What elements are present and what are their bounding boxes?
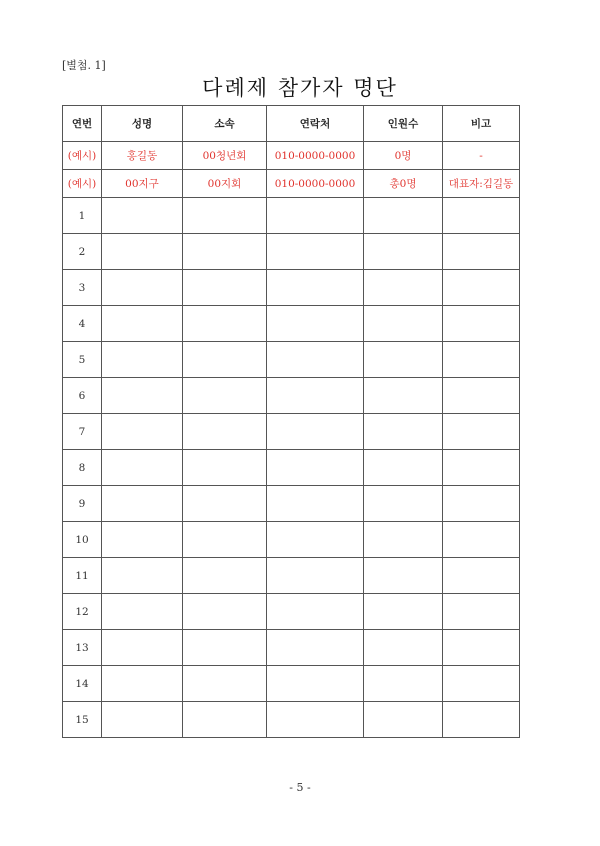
table-row: [63, 342, 520, 378]
cell-number: 7: [63, 414, 102, 450]
cell-affiliation: [183, 378, 267, 414]
page-title: 다례제 참가자 명단: [202, 76, 398, 100]
table-row: [63, 270, 520, 306]
cell-contact: [267, 594, 364, 630]
cell-name: [102, 306, 183, 342]
cell-number: 2: [63, 234, 102, 270]
column-header-contact: 연락처: [267, 106, 364, 142]
cell-number: 10: [63, 522, 102, 558]
table-row: [63, 450, 520, 486]
cell-remarks: [443, 450, 520, 486]
cell-number: 14: [63, 666, 102, 702]
cell-name: [102, 414, 183, 450]
cell-headcount: [364, 630, 443, 666]
cell-headcount: [364, 450, 443, 486]
example-cell-number: (예시): [63, 170, 102, 198]
table-row: [63, 522, 520, 558]
cell-headcount: [364, 666, 443, 702]
cell-remarks: [443, 198, 520, 234]
table-row: [63, 702, 520, 738]
table-row: [63, 378, 520, 414]
example-cell-headcount: 0명: [364, 142, 443, 170]
table-row: [63, 234, 520, 270]
table-row: [63, 306, 520, 342]
cell-name: [102, 234, 183, 270]
column-header-number: 연번: [63, 106, 102, 142]
cell-contact: [267, 558, 364, 594]
cell-number: 12: [63, 594, 102, 630]
cell-headcount: [364, 198, 443, 234]
example-cell-contact: 010-0000-0000: [267, 142, 364, 170]
cell-name: [102, 630, 183, 666]
cell-contact: [267, 342, 364, 378]
cell-headcount: [364, 342, 443, 378]
cell-affiliation: [183, 594, 267, 630]
cell-headcount: [364, 522, 443, 558]
cell-name: [102, 450, 183, 486]
cell-contact: [267, 450, 364, 486]
column-header-headcount: 인원수: [364, 106, 443, 142]
cell-remarks: [443, 486, 520, 522]
cell-name: [102, 594, 183, 630]
cell-contact: [267, 630, 364, 666]
cell-number: 3: [63, 270, 102, 306]
cell-name: [102, 270, 183, 306]
cell-headcount: [364, 702, 443, 738]
cell-number: 4: [63, 306, 102, 342]
cell-contact: [267, 198, 364, 234]
cell-affiliation: [183, 630, 267, 666]
example-cell-name: 00지구: [102, 170, 183, 198]
cell-name: [102, 342, 183, 378]
cell-affiliation: [183, 486, 267, 522]
example-cell-remarks: -: [443, 142, 520, 170]
column-header-name: 성명: [102, 106, 183, 142]
cell-headcount: [364, 558, 443, 594]
cell-contact: [267, 306, 364, 342]
cell-contact: [267, 414, 364, 450]
cell-number: 5: [63, 342, 102, 378]
cell-name: [102, 666, 183, 702]
cell-affiliation: [183, 234, 267, 270]
cell-name: [102, 558, 183, 594]
cell-affiliation: [183, 342, 267, 378]
attachment-label: [별첨. 1]: [62, 59, 106, 72]
cell-remarks: [443, 306, 520, 342]
cell-name: [102, 702, 183, 738]
table-row: [63, 414, 520, 450]
example-cell-affiliation: 00청년회: [183, 142, 267, 170]
cell-number: 8: [63, 450, 102, 486]
cell-affiliation: [183, 666, 267, 702]
cell-headcount: [364, 414, 443, 450]
cell-contact: [267, 486, 364, 522]
cell-headcount: [364, 486, 443, 522]
cell-remarks: [443, 630, 520, 666]
cell-remarks: [443, 342, 520, 378]
cell-number: 11: [63, 558, 102, 594]
example-row: [63, 142, 520, 170]
table-header-row: [63, 106, 520, 142]
cell-contact: [267, 234, 364, 270]
column-header-remarks: 비고: [443, 106, 520, 142]
cell-contact: [267, 702, 364, 738]
cell-headcount: [364, 594, 443, 630]
example-cell-headcount: 총0명: [364, 170, 443, 198]
column-header-affiliation: 소속: [183, 106, 267, 142]
cell-remarks: [443, 702, 520, 738]
example-cell-name: 홍길동: [102, 142, 183, 170]
cell-name: [102, 198, 183, 234]
cell-contact: [267, 522, 364, 558]
example-cell-number: (예시): [63, 142, 102, 170]
cell-name: [102, 378, 183, 414]
cell-name: [102, 522, 183, 558]
cell-affiliation: [183, 414, 267, 450]
example-row: [63, 170, 520, 198]
cell-affiliation: [183, 522, 267, 558]
cell-remarks: [443, 666, 520, 702]
cell-number: 9: [63, 486, 102, 522]
example-cell-affiliation: 00지회: [183, 170, 267, 198]
cell-contact: [267, 666, 364, 702]
cell-remarks: [443, 522, 520, 558]
cell-remarks: [443, 558, 520, 594]
cell-headcount: [364, 234, 443, 270]
cell-name: [102, 486, 183, 522]
participant-table: [62, 105, 520, 738]
table-row: [63, 666, 520, 702]
cell-contact: [267, 378, 364, 414]
table-row: [63, 594, 520, 630]
cell-headcount: [364, 270, 443, 306]
cell-remarks: [443, 234, 520, 270]
cell-headcount: [364, 306, 443, 342]
example-cell-remarks: 대표자:김길동: [443, 170, 520, 198]
page-number: - 5 -: [289, 781, 311, 794]
cell-number: 13: [63, 630, 102, 666]
cell-number: 6: [63, 378, 102, 414]
cell-number: 1: [63, 198, 102, 234]
cell-remarks: [443, 594, 520, 630]
example-cell-contact: 010-0000-0000: [267, 170, 364, 198]
cell-headcount: [364, 378, 443, 414]
cell-remarks: [443, 270, 520, 306]
cell-affiliation: [183, 450, 267, 486]
cell-number: 15: [63, 702, 102, 738]
table-row: [63, 558, 520, 594]
cell-remarks: [443, 378, 520, 414]
cell-remarks: [443, 414, 520, 450]
cell-affiliation: [183, 198, 267, 234]
cell-contact: [267, 270, 364, 306]
cell-affiliation: [183, 270, 267, 306]
cell-affiliation: [183, 702, 267, 738]
table-row: [63, 486, 520, 522]
cell-affiliation: [183, 306, 267, 342]
blank-rows: [63, 198, 520, 738]
table-row: [63, 198, 520, 234]
cell-affiliation: [183, 558, 267, 594]
table-row: [63, 630, 520, 666]
